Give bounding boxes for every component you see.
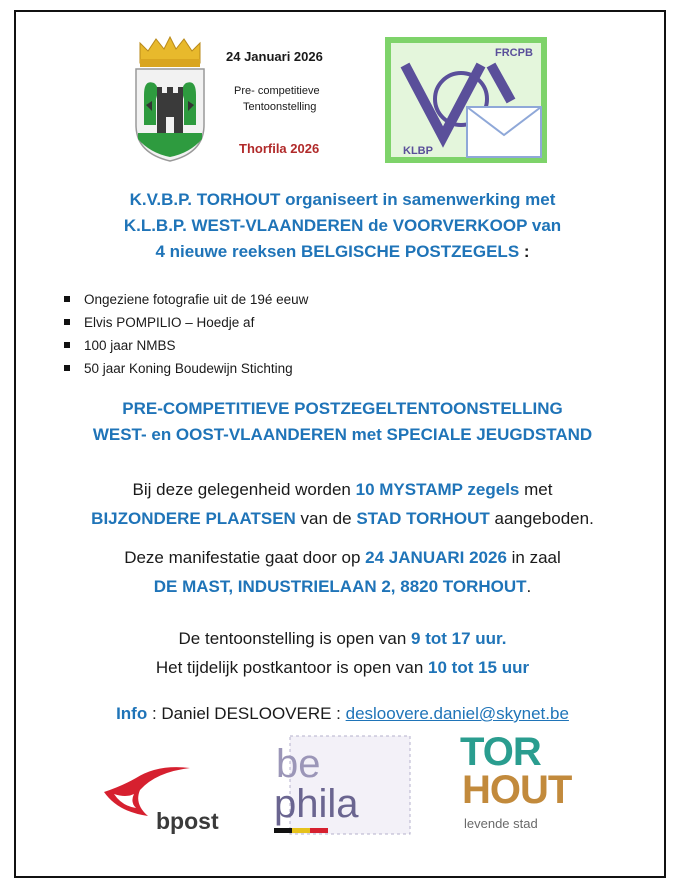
bephila-phila: phila bbox=[274, 782, 359, 826]
mystamp-text: met bbox=[519, 480, 553, 499]
venue-paragraph bbox=[0, 543, 685, 601]
intro-line-3-text: 4 nieuwe reeksen BELGISCHE POSTZEGELS bbox=[155, 242, 520, 261]
torhout-top: TOR bbox=[460, 730, 541, 774]
email-link[interactable]: desloovere.daniel@skynet.be bbox=[345, 704, 569, 723]
mystamp-highlight: STAD TORHOUT bbox=[356, 509, 490, 528]
exhibition-line-2: WEST- en OOST-VLAANDEREN met SPECIALE JEUGDSTAND bbox=[92, 425, 593, 444]
mystamp-paragraph bbox=[0, 475, 685, 533]
venue-date: 24 JANUARI 2026 bbox=[365, 548, 507, 567]
venue-text: . bbox=[526, 577, 532, 596]
hours-text: Het tijdelijk postkantoor is open van bbox=[155, 658, 429, 677]
exhibition-heading bbox=[0, 396, 685, 448]
frcpb-klbp-logo bbox=[385, 37, 547, 163]
exhibition-hours: 9 tot 17 uur. bbox=[411, 629, 507, 648]
list-item: Ongeziene fotografie uit de 19é eeuw bbox=[62, 288, 308, 311]
badge-event: Thorfila 2026 bbox=[239, 141, 320, 156]
badge-date: 24 Januari 2026 bbox=[226, 49, 323, 64]
list-item: 100 jaar NMBS bbox=[62, 334, 308, 357]
torhout-logo bbox=[460, 730, 600, 836]
thorfila-badge bbox=[130, 35, 345, 165]
frcpb-label: FRCPB bbox=[495, 47, 533, 59]
hours-paragraph bbox=[0, 624, 685, 682]
venue-text: in zaal bbox=[506, 548, 561, 567]
bephila-be: be bbox=[276, 742, 321, 786]
badge-subtitle-2: Tentoonstelling bbox=[243, 101, 317, 113]
venue-address: DE MAST, INDUSTRIELAAN 2, 8820 TORHOUT bbox=[153, 577, 527, 596]
info-line bbox=[0, 699, 685, 728]
post-office-hours: 10 tot 15 uur bbox=[428, 658, 530, 677]
mystamp-highlight: BIJZONDERE PLAATSEN bbox=[91, 509, 296, 528]
mystamp-text: van de bbox=[295, 509, 357, 528]
intro-line-1: K.V.B.P. TORHOUT organiseert in samenwerking met bbox=[129, 190, 556, 209]
venue-text: Deze manifestatie gaat door op bbox=[124, 548, 366, 567]
klbp-label: KLBP bbox=[403, 145, 433, 157]
stamp-series-list bbox=[62, 288, 308, 380]
bpost-wordmark: bpost bbox=[156, 808, 219, 834]
intro-line-3-colon: : bbox=[519, 242, 530, 261]
mystamp-highlight: 10 MYSTAMP zegels bbox=[355, 480, 520, 499]
info-label: Info bbox=[116, 704, 148, 723]
badge-subtitle-1: Pre- competitieve bbox=[234, 85, 320, 97]
mystamp-text: aangeboden. bbox=[489, 509, 594, 528]
torhout-bottom: HOUT bbox=[462, 768, 572, 812]
hours-text: De tentoonstelling is open van bbox=[178, 629, 412, 648]
bpost-logo bbox=[100, 764, 235, 839]
intro-line-2: K.L.B.P. WEST-VLAANDEREN de VOORVERKOOP van bbox=[123, 216, 562, 235]
torhout-tagline: levende stad bbox=[464, 816, 538, 831]
bephila-logo bbox=[272, 730, 412, 838]
info-contact: : Daniel DESLOOVERE : bbox=[147, 704, 346, 723]
list-item: Elvis POMPILIO – Hoedje af bbox=[62, 311, 308, 334]
exhibition-line-1: PRE-COMPETITIEVE POSTZEGELTENTOONSTELLING bbox=[122, 399, 563, 418]
intro-heading bbox=[0, 187, 685, 265]
coat-of-arms-icon bbox=[130, 35, 210, 163]
mystamp-text: Bij deze gelegenheid worden bbox=[132, 480, 356, 499]
list-item: 50 jaar Koning Boudewijn Stichting bbox=[62, 357, 308, 380]
intro-line-3 bbox=[0, 239, 685, 265]
